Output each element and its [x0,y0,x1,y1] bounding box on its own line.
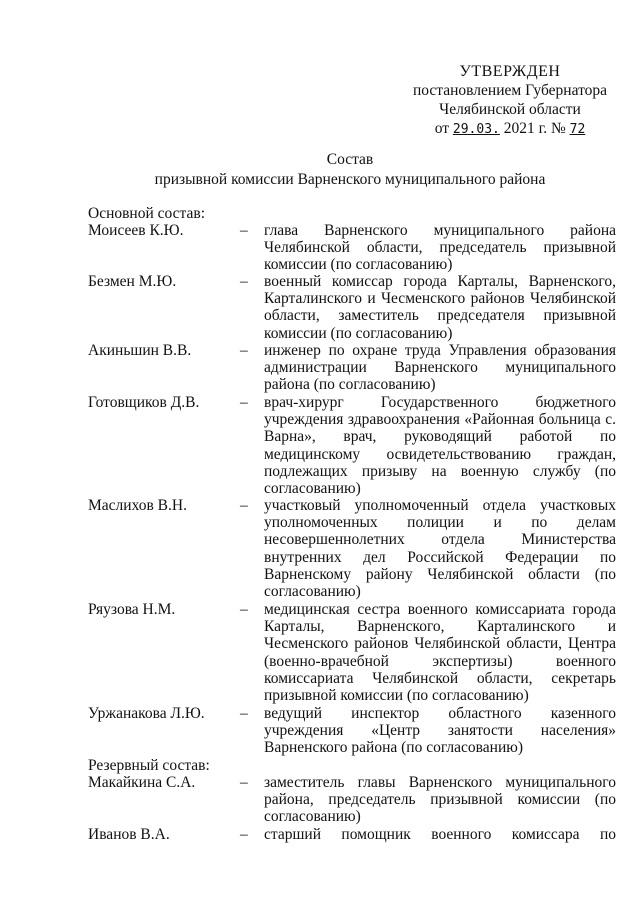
document-title: Состав [326,151,374,168]
reserve-section-label: Резервный состав: [88,757,210,774]
approval-line-2: Челябинской области [439,101,581,118]
document-subtitle: призывной комиссии Варненского муниципального района [154,171,546,188]
approval-heading: УТВЕРЖДЕН [459,63,561,80]
member-dash: – [240,774,248,791]
member-description: инженер по охране труда Управления образования администрации Варненского муниципального района (по согласованию) [264,342,616,394]
approval-line-1: постановлением Губернатора [412,82,608,99]
member-description: медицинская сестра военного комиссариата города Карталы, Варненского, Карталинского и Чесменского районов Челябинской области, Центра (военно-врачебной экспертизы) военного комиссариата Челябинской области, секретарь призывной комиссии (по согласованию) [264,601,616,705]
member-dash: – [240,273,248,290]
member-dash: – [240,394,248,411]
member-dash: – [240,222,248,239]
year-text: 2021 г. № [503,120,566,137]
member-name: Безмен М.Ю. [88,273,177,290]
member-description: глава Варненского муниципального района Челябинской области, председатель призывной комиссии (по согласованию) [264,222,616,274]
member-name: Моисеев К.Ю. [88,222,184,239]
member-name: Акиньшин В.В. [88,342,192,359]
date-prefix: от [434,120,450,137]
member-dash: – [240,342,248,359]
member-name: Маслихов В.Н. [88,497,187,514]
member-name: Уржанакова Л.Ю. [88,705,205,722]
member-description: ведущий инспектор областного казенного учреждения «Центр занятости населения» Варненского района (по согласованию) [264,705,616,757]
member-dash: – [240,497,248,514]
member-description: участковый уполномоченный отдела участковых уполномоченных полиции и по делам несовершеннолетних отдела Министерства внутренних дел Российской Федерации по Варненскому району Челябинской области (по согласованию) [264,497,616,601]
member-description: заместитель главы Варненского муниципального района, председатель призывной комиссии (по согласованию) [264,774,616,826]
approval-block [400,62,620,139]
member-name: Иванов В.А. [88,826,170,843]
main-section-label: Основной состав: [88,205,206,222]
member-description: военный комиссар города Карталы, Варненского, Карталинского и Чесменского районов Челябинской области, заместитель председателя призывной комиссии (по согласованию) [264,273,616,342]
member-dash: – [240,826,248,843]
member-name: Макайкина С.А. [88,774,196,791]
member-name: Ряузова Н.М. [88,601,176,618]
member-name: Готовщиков Д.В. [88,394,200,411]
date-value: 29.03. [452,122,500,137]
member-description: врач-хирург Государственного бюджетного учреждения здравоохранения «Районная больница с. Варна», врач, руководящий работой по медицинскому освидетельствованию граждан, подлежащих призыву на военную службу (по согласованию) [264,394,616,498]
approval-date-line [400,119,620,139]
member-description: старший помощник военного комиссара по [264,826,616,843]
member-dash: – [240,601,248,618]
member-dash: – [240,705,248,722]
decree-number: 72 [569,122,586,137]
